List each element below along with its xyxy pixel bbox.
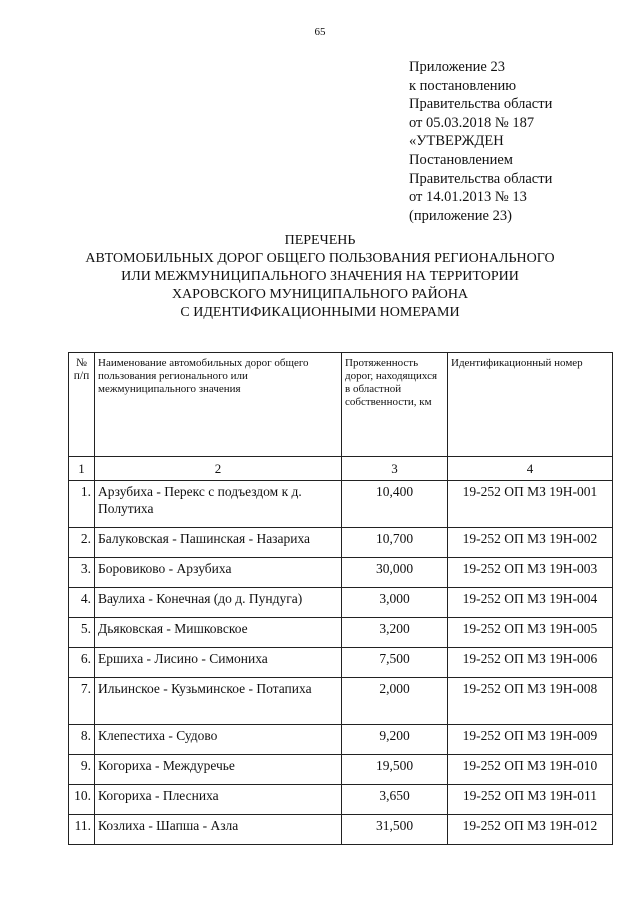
table-row bbox=[69, 678, 613, 725]
row-number: 3. bbox=[69, 558, 95, 588]
road-id: 19-252 ОП МЗ 19Н-003 bbox=[448, 558, 613, 588]
road-length: 19,500 bbox=[342, 755, 448, 785]
road-length: 10,400 bbox=[342, 481, 448, 528]
road-length: 3,200 bbox=[342, 618, 448, 648]
road-length: 30,000 bbox=[342, 558, 448, 588]
row-number: 10. bbox=[69, 785, 95, 815]
appendix-line: от 05.03.2018 № 187 bbox=[409, 114, 535, 131]
table-row bbox=[69, 785, 613, 815]
header-length: Протяженность дорог, находящихся в областной собственности, км bbox=[342, 353, 448, 457]
column-index: 3 bbox=[342, 457, 448, 481]
table-row bbox=[69, 648, 613, 678]
row-number: 2. bbox=[69, 528, 95, 558]
road-id: 19-252 ОП МЗ 19Н-011 bbox=[448, 785, 613, 815]
table-row bbox=[69, 558, 613, 588]
appendix-line: Приложение 23 bbox=[409, 59, 505, 75]
table-row bbox=[69, 725, 613, 755]
road-id: 19-252 ОП МЗ 19Н-005 bbox=[448, 618, 613, 648]
road-id: 19-252 ОП МЗ 19Н-001 bbox=[448, 481, 613, 528]
row-number: 5. bbox=[69, 618, 95, 648]
table-row bbox=[69, 528, 613, 558]
appendix-line: от 14.01.2013 № 13 bbox=[409, 189, 527, 206]
title-line: ПЕРЕЧЕНЬ bbox=[284, 233, 356, 248]
title-line: АВТОМОБИЛЬНЫХ ДОРОГ ОБЩЕГО ПОЛЬЗОВАНИЯ РЕГИОНАЛЬНОГО bbox=[85, 251, 555, 266]
road-name: Ильинское - Кузьминское - Потапиха bbox=[95, 678, 342, 725]
table-row bbox=[69, 481, 613, 528]
column-index: 2 bbox=[95, 457, 342, 481]
table-header-row bbox=[69, 353, 613, 457]
appendix-line: Постановлением bbox=[409, 151, 513, 168]
road-name: Когориха - Междуречье bbox=[95, 755, 342, 785]
row-number: 7. bbox=[69, 678, 95, 725]
road-length: 7,500 bbox=[342, 648, 448, 678]
road-length: 10,700 bbox=[342, 528, 448, 558]
column-index-row bbox=[69, 457, 613, 481]
road-id: 19-252 ОП МЗ 19Н-006 bbox=[448, 648, 613, 678]
title-line: ХАРОВСКОГО МУНИЦИПАЛЬНОГО РАЙОНА bbox=[171, 287, 469, 302]
table-body bbox=[69, 481, 613, 845]
road-name: Балуковская - Пашинская - Назариха bbox=[95, 528, 342, 558]
column-index: 1 bbox=[69, 457, 95, 481]
road-name: Ершиха - Лисино - Симониха bbox=[95, 648, 342, 678]
appendix-block bbox=[409, 58, 552, 225]
appendix-line: Правительства области bbox=[409, 96, 553, 113]
road-name: Когориха - Плесниха bbox=[95, 785, 342, 815]
road-name: Дьяковская - Мишковское bbox=[95, 618, 342, 648]
row-number: 11. bbox=[69, 815, 95, 845]
appendix-line: Правительства области bbox=[409, 170, 553, 187]
page-number: 65 bbox=[314, 26, 326, 38]
column-index: 4 bbox=[448, 457, 613, 481]
road-id: 19-252 ОП МЗ 19Н-012 bbox=[448, 815, 613, 845]
road-id: 19-252 ОП МЗ 19Н-010 bbox=[448, 755, 613, 785]
road-length: 2,000 bbox=[342, 678, 448, 725]
road-id: 19-252 ОП МЗ 19Н-002 bbox=[448, 528, 613, 558]
road-name: Козлиха - Шапша - Азла bbox=[95, 815, 342, 845]
appendix-line: к постановлению bbox=[409, 77, 517, 94]
roads-table bbox=[68, 352, 613, 845]
road-length: 31,500 bbox=[342, 815, 448, 845]
row-number: 8. bbox=[69, 725, 95, 755]
document-title bbox=[0, 232, 640, 322]
road-name: Ваулиха - Конечная (до д. Пундуга) bbox=[95, 588, 342, 618]
road-id: 19-252 ОП МЗ 19Н-009 bbox=[448, 725, 613, 755]
road-name: Арзубиха - Перекс с подъездом к д. Полутиха bbox=[95, 481, 342, 528]
road-length: 3,650 bbox=[342, 785, 448, 815]
header-number: № п/п bbox=[69, 353, 95, 457]
road-length: 3,000 bbox=[342, 588, 448, 618]
road-name: Клепестиха - Судово bbox=[95, 725, 342, 755]
table-row bbox=[69, 588, 613, 618]
appendix-line: «УТВЕРЖДЕН bbox=[409, 133, 504, 150]
appendix-line: (приложение 23) bbox=[409, 207, 512, 224]
road-id: 19-252 ОП МЗ 19Н-008 bbox=[448, 678, 613, 725]
row-number: 4. bbox=[69, 588, 95, 618]
title-line: С ИДЕНТИФИКАЦИОННЫМИ НОМЕРАМИ bbox=[180, 305, 460, 320]
row-number: 1. bbox=[69, 481, 95, 528]
header-id-number: Идентификационный номер bbox=[448, 353, 613, 457]
table-row bbox=[69, 755, 613, 785]
header-road-name: Наименование автомобильных дорог общего пользования регионального или межмуниципального значения bbox=[95, 353, 342, 457]
title-line: ИЛИ МЕЖМУНИЦИПАЛЬНОГО ЗНАЧЕНИЯ НА ТЕРРИТОРИИ bbox=[121, 269, 519, 284]
road-length: 9,200 bbox=[342, 725, 448, 755]
row-number: 9. bbox=[69, 755, 95, 785]
table-row bbox=[69, 618, 613, 648]
row-number: 6. bbox=[69, 648, 95, 678]
road-id: 19-252 ОП МЗ 19Н-004 bbox=[448, 588, 613, 618]
road-name: Боровиково - Арзубиха bbox=[95, 558, 342, 588]
table-row bbox=[69, 815, 613, 845]
